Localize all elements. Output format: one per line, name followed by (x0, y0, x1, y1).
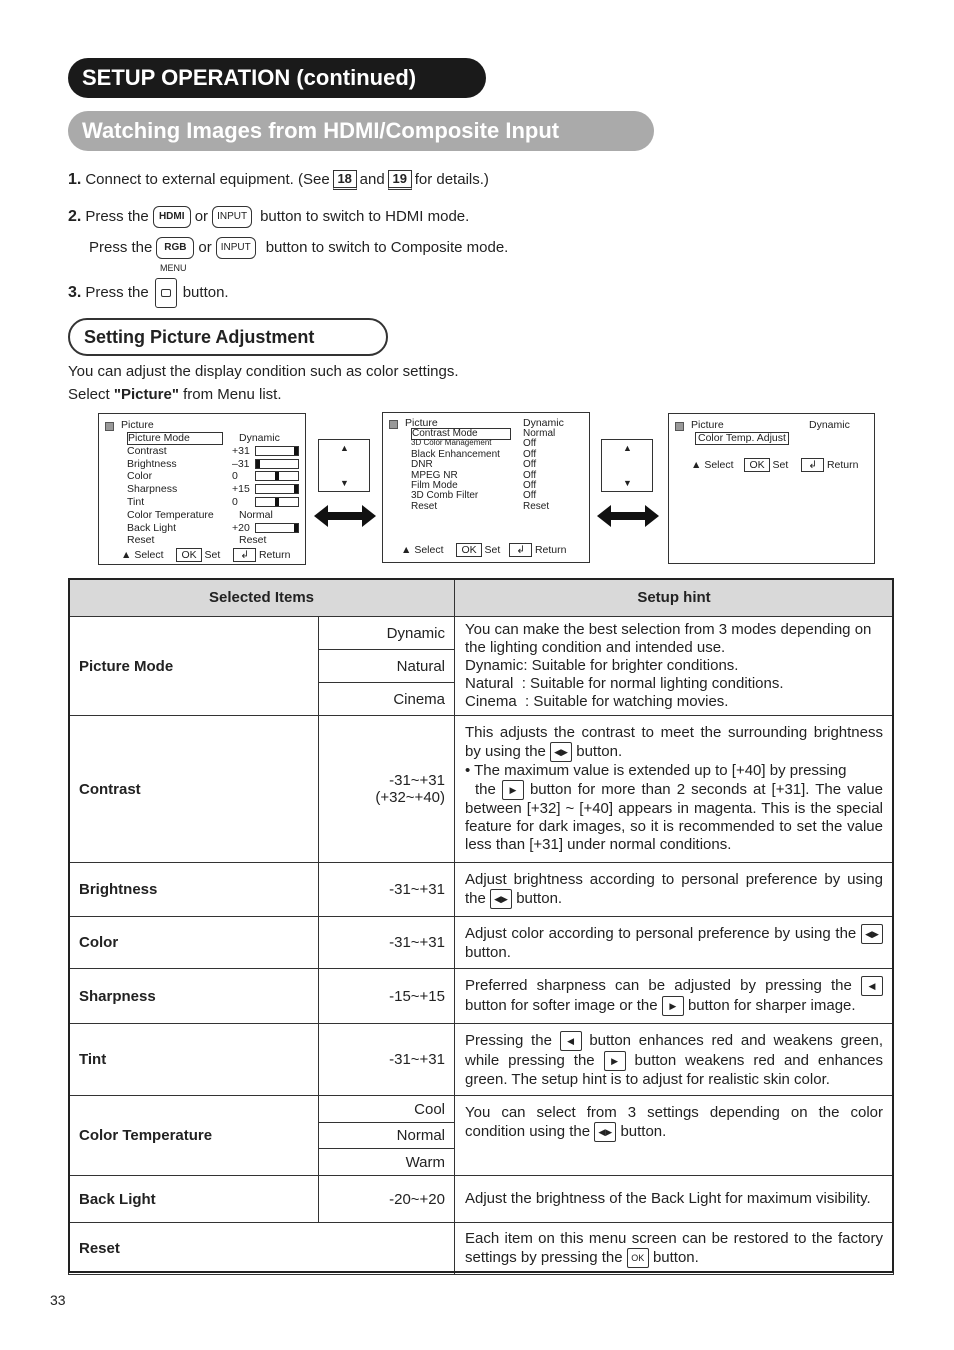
table-row (69, 1096, 894, 1123)
item-label: Color (69, 917, 319, 969)
menu-row-value: 0 (232, 470, 238, 483)
level-bar (255, 484, 299, 494)
hint-text: Adjust brightness according to personal preference by using the (465, 870, 883, 907)
hint-text: button. (652, 1248, 699, 1266)
settings-table (68, 578, 894, 1275)
table-header-row (69, 579, 894, 617)
footer-text: Select (134, 549, 164, 561)
menu-row-value: Normal (239, 508, 273, 521)
menu-row-selected: Color Temp. Adjust (695, 432, 789, 445)
menu-row-value: Off (523, 480, 537, 491)
menu-row-label: 3D Comb Filter (411, 490, 479, 502)
section-heading: Watching Images from HDMI/Composite Input (68, 111, 654, 151)
updown-nav-icon: ▲ ▼ (601, 439, 653, 492)
hint-text: Each item on this menu screen can be restored to the factory settings by pressing the (465, 1229, 883, 1266)
ok-key-icon: OK (744, 458, 769, 472)
item-option: Warm (319, 1149, 455, 1176)
menu-row-label: Color (127, 470, 153, 483)
rgb-button-icon: RGB (156, 237, 194, 259)
level-bar (255, 523, 299, 533)
hint-text: This adjusts the contrast to meet the surrounding brightness by using the (465, 724, 883, 760)
hint-text: button. (465, 943, 511, 961)
menu-row-label: 3D Color Management (411, 438, 492, 448)
item-option: Cinema (319, 683, 455, 716)
menu-title: Picture (405, 417, 438, 429)
footer-text: Select (704, 459, 734, 471)
menu-row-label: Reset (411, 500, 438, 512)
hint-cell (455, 863, 894, 917)
menu-footer (121, 549, 290, 561)
menu-row-value: +31 (232, 444, 250, 457)
picture-submenu-screen (382, 412, 590, 563)
step-text: Press the (89, 239, 153, 256)
range-text: -31~+31 (389, 772, 445, 789)
color-temp-menu-screen (668, 413, 875, 564)
left-right-button-icon: ◀▶ (861, 924, 883, 944)
menu-row-label: Reset (127, 534, 155, 547)
table-row (69, 969, 894, 1024)
table-row (69, 617, 894, 650)
menu-title: Picture (691, 419, 724, 431)
menu-title: Picture (121, 419, 154, 431)
hint-text: button for softer image or the (465, 996, 658, 1014)
hint-text: button for sharper image. (687, 996, 856, 1014)
footer-text: Set (772, 459, 789, 471)
column-header: Setup hint (455, 579, 894, 617)
left-right-arrow-icon (314, 503, 376, 529)
menu-row-value: Dynamic (239, 432, 280, 444)
menu-row-label: Back Light (127, 521, 177, 534)
hint-text: button for more than 2 seconds at [+31]. The value between [+32] ~ [+40] appears in magenta. This is the special feature for dark images, so it is recommended to set the value less than [+31] under normal conditions. (465, 780, 883, 853)
menu-footer (401, 544, 566, 556)
hint-cell (455, 617, 894, 716)
menu-row-label: Tint (127, 496, 145, 508)
footer-text: Select (414, 544, 444, 556)
menu-row-value: Off (523, 469, 537, 481)
intro-text: You can adjust the display condition such as color settings. (68, 363, 459, 380)
menu-row-label: Color Temperature (127, 508, 214, 521)
step-number: 2. (68, 208, 82, 225)
picture-menu-screen (98, 413, 306, 565)
hint-text: Dynamic: Suitable for brighter conditions. (465, 657, 739, 674)
ok-button-icon: OK (627, 1248, 649, 1268)
hint-text: button. (516, 889, 563, 907)
menu-row-value: +20 (232, 521, 250, 534)
text: from Menu list. (183, 386, 282, 403)
hint-text: button. (620, 1122, 667, 1140)
hint-text: button weakens red and enhances green. The setup hint is to adjust for realistic skin color. (465, 1051, 883, 1088)
text: Select (68, 386, 110, 403)
menu-icon (675, 422, 684, 431)
item-label: Color Temperature (69, 1096, 319, 1176)
menu-row-label: DNR (411, 459, 433, 471)
hint-text: Preferred sharpness can be adjusted by pressing the (465, 976, 852, 994)
left-button-icon: ◀ (560, 1031, 582, 1051)
menu-key-label: MENU (160, 263, 187, 273)
step-text: Connect to external equipment. (See (85, 171, 330, 188)
table-row (69, 1024, 894, 1096)
hint-cell (455, 969, 894, 1024)
item-range: -20~+20 (319, 1176, 455, 1223)
item-range: -15~+15 (319, 969, 455, 1024)
right-button-icon: ▶ (662, 996, 684, 1016)
updown-nav-icon: ▲ ▼ (318, 439, 370, 492)
menu-row-label: Contrast (127, 444, 167, 457)
menu-row-value: 0 (232, 496, 238, 508)
hint-text: Natural : Suitable for normal lighting conditions. (465, 675, 784, 692)
updown-icon: ▲ (691, 459, 702, 471)
level-bar (255, 471, 299, 481)
item-range (319, 716, 455, 863)
hint-text: You can select from 3 settings depending on the color condition using the (465, 1104, 883, 1140)
hint-text: button enhances red and weakens green, while pressing the (465, 1031, 883, 1069)
item-range: -31~+31 (319, 863, 455, 917)
item-label: Picture Mode (69, 617, 319, 716)
item-label: Tint (69, 1024, 319, 1096)
step-text: Press the (85, 284, 149, 301)
step-number: 3. (68, 284, 82, 301)
page-ref-icon: 19 (388, 170, 412, 190)
item-option: Normal (319, 1123, 455, 1149)
hint-text: Adjust color according to personal preference by using the (465, 924, 857, 942)
return-key-icon: ↲ (801, 458, 824, 472)
section-title: Setting Picture Adjustment (68, 318, 388, 356)
menu-icon (389, 420, 398, 429)
hint-text: Pressing the (465, 1031, 552, 1049)
step-1 (68, 169, 489, 191)
hint-text: button. (576, 742, 623, 760)
input-button-icon: INPUT (212, 206, 252, 228)
item-label: Contrast (69, 716, 319, 863)
item-label: Back Light (69, 1176, 319, 1223)
hint-cell (455, 917, 894, 969)
level-bar (255, 459, 299, 469)
ok-key-icon: OK (176, 548, 201, 562)
intro-text-2 (68, 386, 281, 403)
menu-row-label: Contrast Mode (411, 428, 511, 440)
menu-row-label: Brightness (127, 457, 177, 470)
left-right-button-icon: ◀▶ (490, 889, 512, 909)
item-option: Dynamic (319, 617, 455, 650)
item-option: Cool (319, 1096, 455, 1123)
menu-row-value: Reset (239, 534, 267, 547)
page-number: 33 (50, 1292, 66, 1308)
step-text: or (198, 239, 212, 256)
hint-text: You can make the best selection from 3 modes depending on the lighting condition and intended use. (465, 621, 872, 656)
table-row (69, 1223, 894, 1275)
menu-row-value: Normal (523, 428, 556, 439)
hint-cell (455, 1096, 894, 1176)
step-number: 1. (68, 171, 82, 188)
table-row (69, 716, 894, 863)
hdmi-button-icon: HDMI (153, 206, 191, 228)
left-right-button-icon: ◀▶ (550, 742, 572, 762)
range-text: (+32~+40) (375, 789, 445, 806)
item-range: -31~+31 (319, 1024, 455, 1096)
level-bar (255, 497, 299, 507)
return-key-icon: ↲ (233, 548, 256, 562)
menu-row-label: Black Enhancement (411, 448, 500, 460)
hint-cell (455, 716, 894, 863)
table-row (69, 1176, 894, 1223)
step-text: for details.) (414, 171, 489, 188)
menu-row-value: Off (523, 459, 537, 471)
table-row (69, 917, 894, 969)
hint-cell (455, 1024, 894, 1096)
step-text: button to switch to HDMI mode. (260, 208, 470, 225)
right-button-icon: ▶ (604, 1051, 626, 1071)
column-header: Selected Items (69, 579, 455, 617)
item-range: -31~+31 (319, 917, 455, 969)
item-label: Brightness (69, 863, 319, 917)
menu-icon (105, 422, 114, 431)
menu-row-value: +15 (232, 483, 250, 496)
input-button-icon: INPUT (216, 237, 256, 259)
menu-row-label: Film Mode (411, 480, 458, 491)
footer-text: Return (534, 544, 567, 556)
left-right-arrow-icon (597, 503, 659, 529)
item-label: Sharpness (69, 969, 319, 1024)
step-2b (89, 237, 508, 259)
menu-row-value: Off (523, 438, 537, 450)
return-key-icon: ↲ (509, 543, 532, 557)
level-bar (255, 446, 299, 456)
menu-title-value: Dynamic (809, 419, 850, 431)
table-row (69, 863, 894, 917)
hint-text: Cinema : Suitable for watching movies. (465, 693, 729, 710)
left-right-button-icon: ◀▶ (594, 1122, 616, 1142)
step-text: button to switch to Composite mode. (265, 239, 509, 256)
item-option: Natural (319, 650, 455, 683)
menu-footer (691, 459, 858, 471)
step-text: and (359, 171, 385, 188)
ok-key-icon: OK (456, 543, 481, 557)
hint-text: • The maximum value is extended up to [+40] by pressing (465, 762, 847, 779)
menu-row-value: –31 (232, 457, 250, 470)
step-text: button. (182, 284, 229, 301)
step-text: Press the (85, 208, 149, 225)
updown-icon: ▲ (401, 544, 412, 556)
page-ref-icon: 18 (333, 170, 357, 190)
menu-row-value: Off (523, 490, 537, 502)
step-3 (68, 278, 229, 308)
footer-text: Set (484, 544, 501, 556)
menu-row-label: Picture Mode (127, 432, 223, 445)
menu-button-icon (155, 278, 177, 308)
menu-title-value: Dynamic (523, 417, 564, 429)
hint-text: Adjust the brightness of the Back Light for maximum visibility. (455, 1176, 894, 1223)
menu-row-label: MPEG NR (411, 469, 458, 481)
hint-cell (455, 1223, 894, 1275)
step-text: or (194, 208, 209, 225)
left-button-icon: ◀ (861, 976, 883, 996)
hint-text: the (475, 780, 496, 798)
updown-icon: ▲︎ (121, 549, 132, 561)
right-button-icon: ▶ (502, 780, 524, 800)
page-title: SETUP OPERATION (continued) (68, 58, 486, 98)
step-2 (68, 206, 469, 228)
footer-text: Return (258, 549, 291, 561)
footer-text: Set (204, 549, 221, 561)
text-bold: "Picture" (113, 386, 179, 403)
menu-row-label: Sharpness (127, 483, 178, 496)
menu-row-value: Off (523, 448, 537, 460)
item-label: Reset (69, 1223, 455, 1275)
menu-row-value: Reset (523, 500, 550, 512)
footer-text: Return (826, 459, 859, 471)
